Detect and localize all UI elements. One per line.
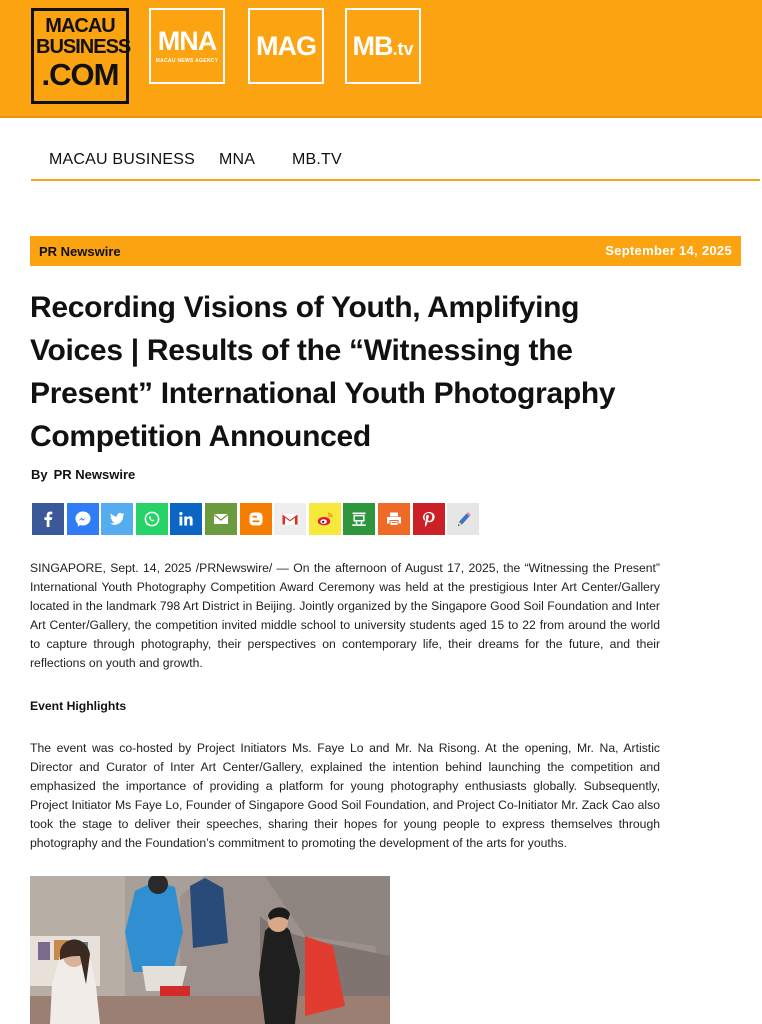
linkedin-icon[interactable] <box>170 503 202 535</box>
pinterest-icon[interactable] <box>413 503 445 535</box>
gmail-icon[interactable] <box>274 503 306 535</box>
publish-date: September 14, 2025 <box>605 243 732 258</box>
logo-line-1: MACAU <box>45 15 115 37</box>
mag-logo-text: MAG <box>256 30 316 61</box>
article-subheading: Event Highlights <box>30 698 127 713</box>
mna-logo[interactable] <box>149 8 225 84</box>
byline <box>31 467 135 482</box>
category-bar <box>30 236 741 266</box>
site-header <box>0 0 762 118</box>
byline-prefix: By <box>31 467 48 482</box>
douban-icon[interactable] <box>343 503 375 535</box>
logo-line-2: BUSINESS <box>36 36 131 58</box>
mbtv-logo-text: MB <box>352 30 393 61</box>
edit-icon[interactable] <box>447 503 479 535</box>
blogger-icon[interactable] <box>240 503 272 535</box>
email-icon[interactable] <box>205 503 237 535</box>
mna-logo-text: MNA <box>157 26 217 56</box>
mbtv-logo-suffix: .tv <box>392 38 414 59</box>
logo-line-3: .COM <box>41 57 119 92</box>
share-bar <box>32 503 482 535</box>
whatsapp-icon[interactable] <box>136 503 168 535</box>
nav-item-mna[interactable]: MNA <box>219 151 256 168</box>
main-nav <box>31 140 760 181</box>
facebook-icon[interactable] <box>32 503 64 535</box>
macau-business-logo[interactable] <box>31 8 129 104</box>
article-body <box>30 559 660 853</box>
twitter-icon[interactable] <box>101 503 133 535</box>
mag-logo[interactable] <box>248 8 324 84</box>
mna-logo-subtext: MACAU NEWS AGENCY <box>155 58 219 64</box>
mbtv-logo[interactable] <box>345 8 421 84</box>
byline-author[interactable]: PR Newswire <box>53 467 136 482</box>
category-label[interactable]: PR Newswire <box>39 244 121 259</box>
nav-item-mbtv[interactable]: MB.TV <box>292 151 342 168</box>
nav-item-macau-business[interactable]: MACAU BUSINESS <box>49 151 195 168</box>
article-photo <box>30 876 390 1024</box>
article-paragraph: SINGAPORE, Sept. 14, 2025 /PRNewswire/ — On the afternoon of August 17, 2025, the “Witnessing the Present” International Youth Photography Competition Award Ceremony was held at the prestigious Inter Art Center/Gallery located in the landmark 798 Art District in Beijing. Jointly organized by the Singapore Good Soil Foundation and Inter Art Center/Gallery, the competition invited middle school to university students aged 15 to 22 from around the world to capture through photography, their perspectives on contemporary life, their dreams for the future, and their reflections on youth and growth. <box>30 561 660 671</box>
article-paragraph: The event was co-hosted by Project Initiators Ms. Faye Lo and Mr. Na Risong. At the opening, Mr. Na, Artistic Director and Curator of Inter Art Center/Gallery, explained the intention behind launching the competition and emphasized the importance of providing a platform for young photography enthusiasts globally. Subsequently, Project Initiator Ms Faye Lo, Founder of Singapore Good Soil Foundation, and Project Co-Initiator Mr. Zack Cao also took the stage to deliver their speeches, sharing their hopes for young people to express themselves through photography and the Foundation’s commitment to promoting the development of the arts for youths. <box>30 740 660 851</box>
ceremony-photo-image <box>30 876 390 1024</box>
print-icon[interactable] <box>378 503 410 535</box>
article-title: Recording Visions of Youth, Amplifying Voices | Results of the “Witnessing the Present” International Youth Photography Competition Announced <box>30 291 616 453</box>
weibo-icon[interactable] <box>309 503 341 535</box>
messenger-icon[interactable] <box>67 503 99 535</box>
